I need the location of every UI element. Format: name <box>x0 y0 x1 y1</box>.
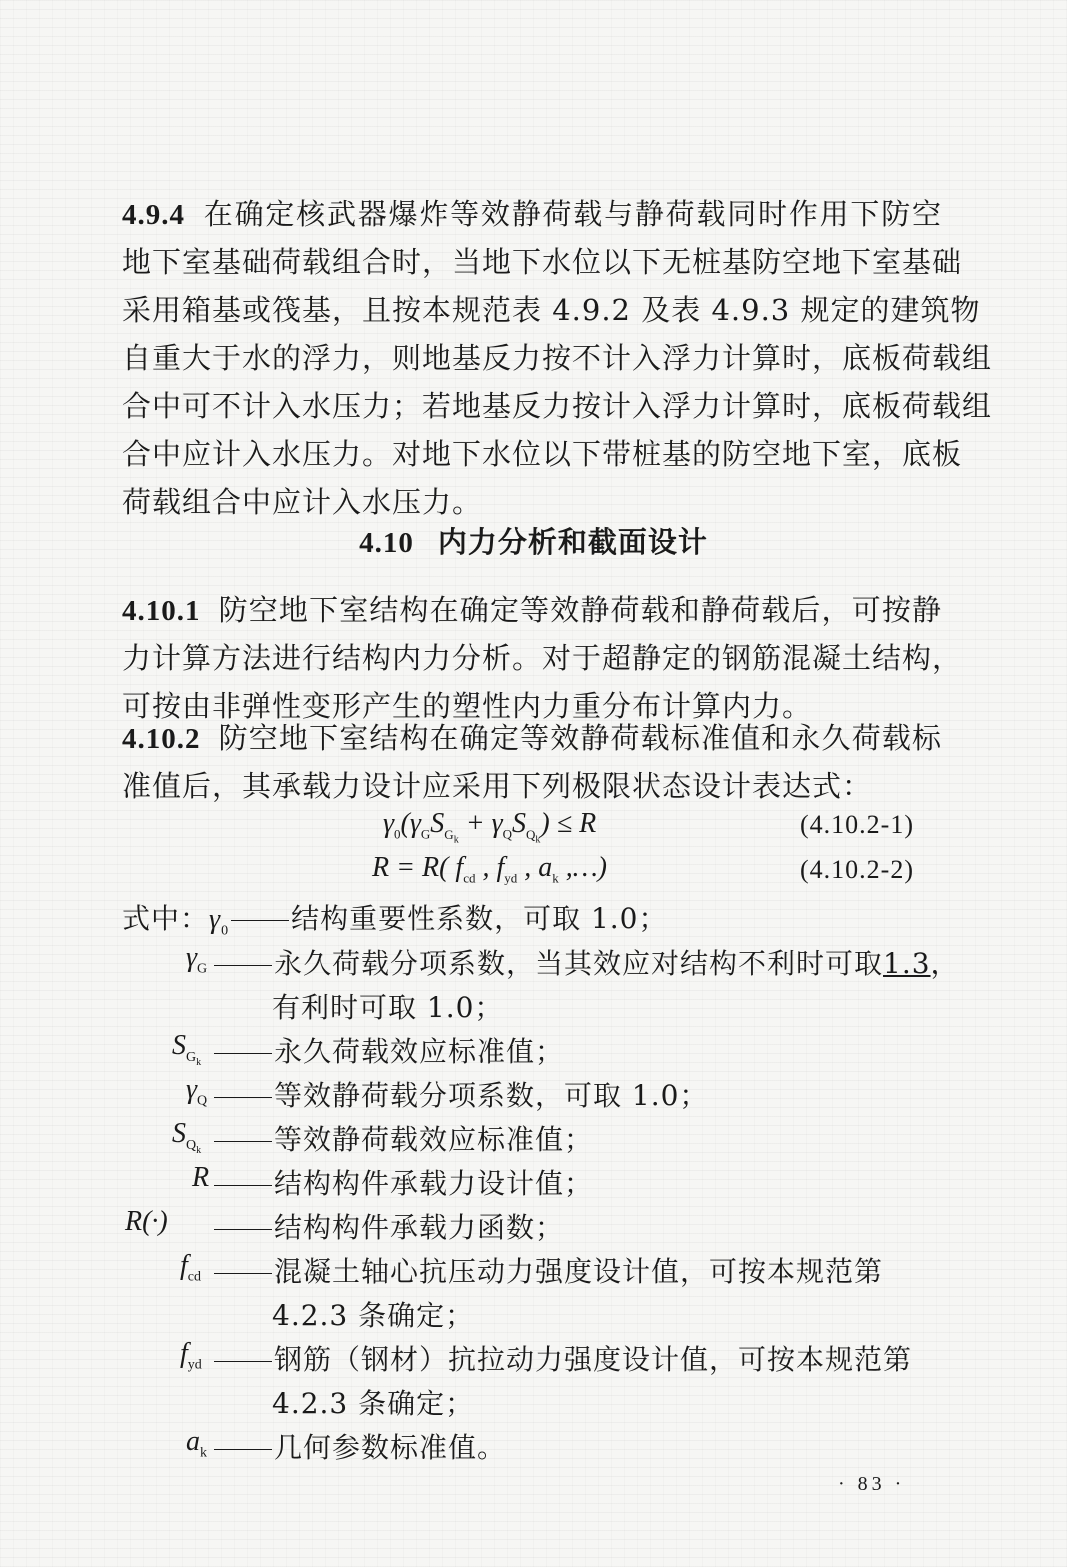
symbol-SQk: $S_{Q_k}$ <box>172 1118 202 1156</box>
formula-4-10-2-2: R = R( $f_{cd}$ , $f_{yd}$ , $a_k$ ,…) <box>372 852 608 886</box>
symbol-gammaQ: $\gamma_Q$ <box>186 1074 208 1109</box>
symbol-SGk: $S_{G_k}$ <box>172 1030 202 1068</box>
paragraph-line: 地下室基础荷载组合时，当地下水位以下无桩基防空地下室基础 <box>122 245 963 279</box>
definition-ak: 几何参数标准值。 <box>212 1426 506 1466</box>
symbol-fcd: $f_{cd}$ <box>180 1250 201 1285</box>
section-4-10-1 <box>122 586 963 730</box>
heading-title: 内力分析和截面设计 <box>437 525 708 559</box>
definition-R-function: 结构构件承载力函数； <box>212 1206 564 1246</box>
em-dash <box>214 1273 272 1274</box>
em-dash <box>214 1141 272 1142</box>
em-dash <box>214 1097 272 1098</box>
paragraph-line: 可按由非弹性变形产生的塑性内力重分布计算内力。 <box>122 689 813 723</box>
section-number: 4.10.2 <box>122 723 201 755</box>
equation-number: (4.10.2-2) <box>800 855 914 884</box>
section-4-9-4 <box>122 190 993 526</box>
definition-intro: 式中：$\gamma_0$ 结构重要性系数，可取 1.0； <box>122 902 668 939</box>
equation-number: (4.10.2-1) <box>800 810 914 839</box>
definition-fcd: 混凝土轴心抗压动力强度设计值，可按本规范第 <box>212 1250 942 1290</box>
paragraph-line: 准值后，其承载力设计应采用下列极限状态设计表达式： <box>122 769 873 803</box>
em-dash <box>214 965 272 966</box>
heading-number: 4.10 <box>359 527 414 559</box>
section-heading <box>0 520 1067 561</box>
symbol-fyd: $f_{yd}$ <box>180 1338 202 1373</box>
section-number: 4.10.1 <box>122 595 201 627</box>
paragraph-line: 4.9.4 在确定核武器爆炸等效静荷载与静荷载同时作用下防空 <box>122 197 942 231</box>
paragraph-line: 自重大于水的浮力，则地基反力按不计入浮力计算时，底板荷载组 <box>122 341 993 375</box>
definition-R: 结构构件承载力设计值； <box>212 1162 593 1202</box>
paragraph-line: 4.10.2 防空地下室结构在确定等效静荷载标准值和永久荷载标 <box>122 721 942 755</box>
symbol-gammaG: $\gamma_G$ <box>186 942 208 977</box>
section-number: 4.9.4 <box>122 199 185 231</box>
symbol-ak: $a_k$ <box>186 1426 207 1461</box>
em-dash <box>214 1449 272 1450</box>
definition-SGk: 永久荷载效应标准值； <box>212 1030 564 1070</box>
definition-fyd: 钢筋（钢材）抗拉动力强度设计值，可按本规范第 <box>212 1338 942 1378</box>
paragraph-line: 力计算方法进行结构内力分析。对于超静定的钢筋混凝土结构， <box>122 641 963 675</box>
symbol-R: R <box>192 1162 210 1193</box>
paragraph-line: 采用箱基或筏基，且按本规范表 4.9.2 及表 4.9.3 规定的建筑物 <box>122 293 981 327</box>
em-dash <box>231 920 289 921</box>
paragraph-line: 合中可不计入水压力；若地基反力按计入浮力计算时，底板荷载组 <box>122 389 993 423</box>
definition-fyd-cont: 4.2.3 条确定； <box>272 1387 475 1420</box>
definition-gammaG: 永久荷载分项系数，当其效应对结构不利时可取1.3， <box>212 942 942 982</box>
page-number: · 83 · <box>838 1473 906 1495</box>
paragraph-line: 合中应计入水压力。对地下水位以下带桩基的防空地下室，底板 <box>122 437 963 471</box>
paragraph-line: 4.10.1 防空地下室结构在确定等效静荷载和静荷载后，可按静 <box>122 593 942 627</box>
em-dash <box>214 1229 272 1230</box>
formula-4-10-2-1: $\gamma_0(\gamma_GS_{G_k} + \gamma_QS_{Q_k}) \le R$ <box>383 808 597 846</box>
definition-gammaG-cont: 有利时可取 1.0； <box>272 991 504 1024</box>
definition-fcd-cont: 4.2.3 条确定； <box>272 1299 475 1332</box>
paragraph-line: 荷载组合中应计入水压力。 <box>122 485 483 519</box>
definition-gammaQ: 等效静荷载分项系数，可取 1.0； <box>212 1074 708 1114</box>
em-dash <box>214 1053 272 1054</box>
em-dash <box>214 1185 272 1186</box>
em-dash <box>214 1361 272 1362</box>
gammaG-value: 1.3 <box>883 947 931 980</box>
section-4-10-2 <box>122 714 942 810</box>
definition-SQk: 等效静荷载效应标准值； <box>212 1118 593 1158</box>
symbol-gamma0: $\gamma_0$ <box>209 904 230 939</box>
symbol-R-function: R(·) <box>125 1206 168 1237</box>
